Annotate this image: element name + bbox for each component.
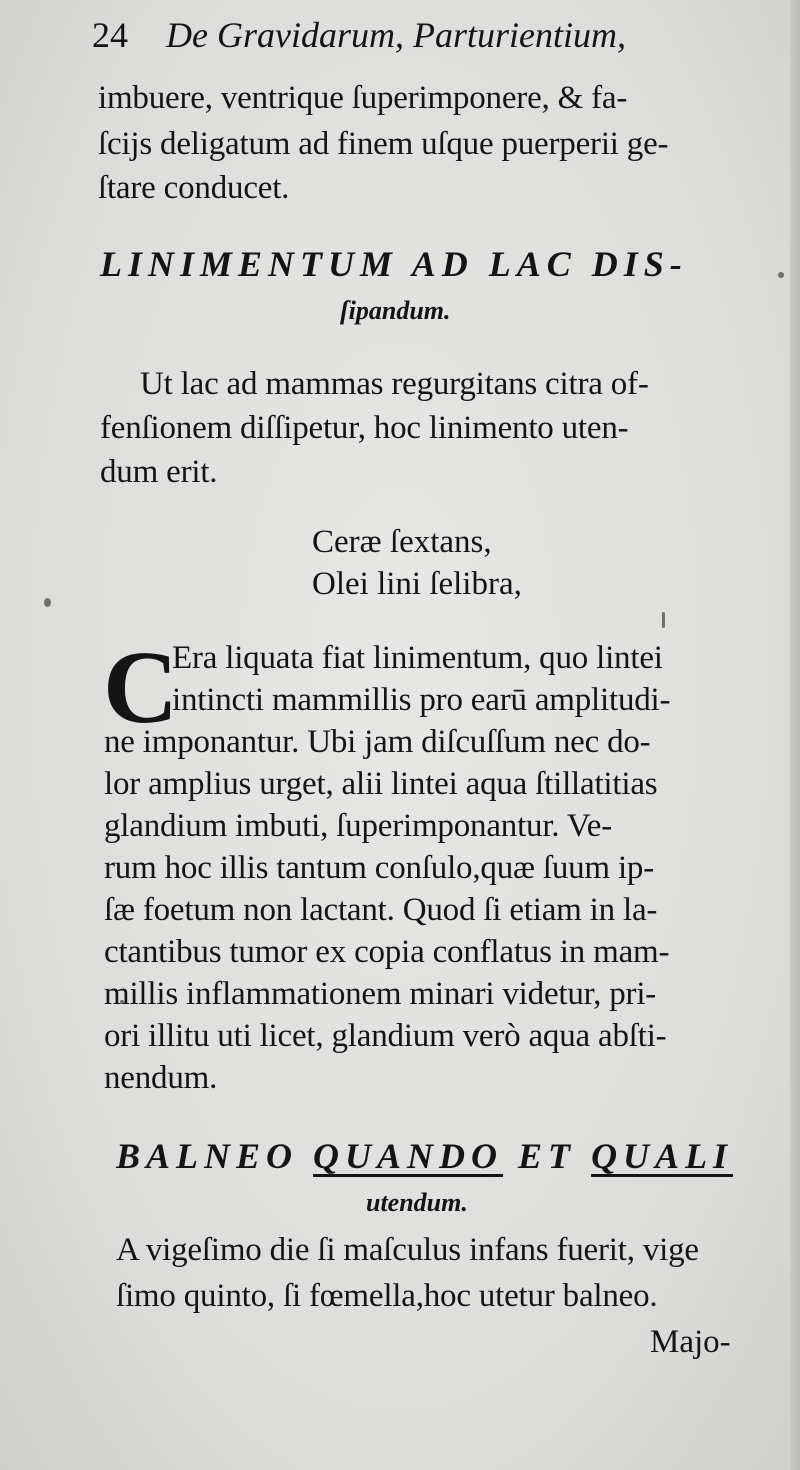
paper-speck (662, 612, 665, 628)
heading-fragment: QUANDO (313, 1136, 504, 1176)
section-heading-sub: ſipandum. (340, 296, 451, 325)
text-line: Era liquata fiat linimentum, quo lintei (172, 640, 663, 676)
text-line: ſimo quinto, ſi fœmella,hoc utetur balneo. (116, 1278, 658, 1314)
paper-speck (44, 598, 51, 607)
text-line: fenſionem diſſipetur, hoc linimento uten- (100, 410, 629, 446)
running-title: De Gravidarum, Parturientium, (166, 15, 626, 55)
section-heading: LINIMENTUM AD LAC DIS- (100, 244, 688, 284)
text-line: lor amplius urget, alii lintei aqua ſtillatitias (104, 766, 658, 802)
text-line: glandium imbuti, ſuperimponantur. Ve- (104, 808, 613, 844)
text-line: intincti mammillis pro earū amplitudi- (172, 682, 671, 718)
running-head (92, 14, 626, 56)
section-heading-sub: utendum. (366, 1188, 468, 1217)
heading-fragment: ET (503, 1136, 592, 1176)
text-line: ctantibus tumor ex copia conflatus in mam- (104, 934, 670, 970)
recipe-line: Ceræ ſextans, (312, 524, 492, 560)
heading-fragment: BALNEO (116, 1136, 314, 1176)
drop-cap: C (103, 630, 179, 745)
recipe-line: Olei lini ſelibra, (312, 566, 522, 602)
catchword: Majo- (650, 1324, 731, 1360)
text-line: ne imponantur. Ubi jam diſcuſſum nec do- (104, 724, 651, 760)
text-line: rum hoc illis tantum conſulo,quæ ſuum ip- (104, 850, 655, 886)
text-line: ſcijs deligatum ad finem uſque puerperii ge- (98, 126, 669, 162)
section-heading (116, 1135, 733, 1177)
page-edge (790, 0, 800, 1470)
text-line: dum erit. (100, 454, 218, 490)
paper-speck (778, 272, 784, 278)
text-line: imbuere, ventrique ſuperimponere, & fa- (98, 80, 628, 116)
text-line: ori illitu uti licet, glandium verò aqua abſti- (104, 1018, 667, 1054)
text-line: nendum. (104, 1060, 218, 1096)
text-line: millis inflammationem minari videtur, pri- (104, 976, 657, 1012)
text-line: ſæ foetum non lactant. Quod ſi etiam in la- (104, 892, 658, 928)
text-line: ſtare conducet. (98, 170, 290, 206)
text-line: A vigeſimo die ſi maſculus infans fuerit, vige (116, 1232, 699, 1268)
text-line: Ut lac ad mammas regurgitans citra of- (140, 366, 649, 402)
page-number: 24 (92, 15, 128, 55)
heading-fragment: QUALI (591, 1136, 734, 1176)
